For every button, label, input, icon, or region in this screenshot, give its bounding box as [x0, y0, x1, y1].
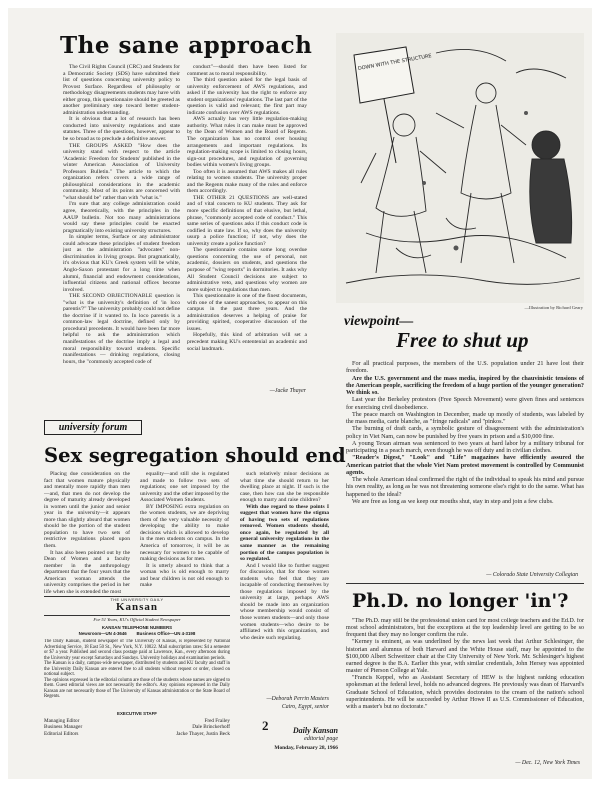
forum-paragraph: equality—and still she is regulated and made to follow two sets of regulations; one set imposed by the university and the other imposed by the Associated Women Students.: [140, 471, 229, 504]
sane-paragraph: The third question asked for the legal basis of university enforcement of AWS regulations, and asked if the university has the right to enforce any student organizations' regulations. The last part of the question is valid and relevant; the first part may indicate confusion over AWS regulations.: [187, 77, 307, 116]
page-number: 2: [262, 718, 269, 733]
masthead-top-line: THE UNIVERSITY DAILY: [110, 598, 164, 602]
shutup-paragraph: Are the U.S. government and the mass media, inspired by the chauvinistic tensions of the American people, sacrificing the freedom of a huge portion of the younger generation? We think so.: [346, 374, 584, 396]
forum-paragraph: With due regard to these points I suggest that women have the stigma of having two sets of regulations removed. Women students should, once again, be regulated by all general university regulations in the same manner as the remaining portion of the campus population is so regulated.: [240, 503, 329, 563]
illustration-credit: —Illustration by Richard Geary: [524, 305, 583, 310]
sane-paragraph: THE GROUPS ASKED "How does the university stand with respect to the article 'Academic Freedom for Students' published in the winter American Association of University Professors Bulletin." The article to which the organization refers covers a wide range of philosophical considerations in the academic community. Most of its points are concerned with "what should be" rather than with "what is.": [63, 142, 180, 201]
shutup-paragraph: Last year the Berkeley protestors (Free Speech Movement) were given fines and sentences for exercising civil disobedience.: [346, 396, 584, 411]
sane-column-2: [187, 64, 307, 386]
protest-drawing: [336, 33, 584, 303]
shutup-paragraph: "Reader's Digest," "Look" and "Life" magazines have efficiently assured the American patriot that the whole Viet Nam protest movement is controlled by Communist agents.: [346, 454, 584, 476]
forum-paragraph: It is utterly absurd to think that a woman who is old enough to marry and bear children is not old enough to make: [140, 562, 229, 589]
paper-name: Daily Kansan: [292, 726, 338, 735]
shutup-paragraph: The whole American ideal confirmed the right of the individual to speak his mind and pursue his own reality, as long as he was not threatening someone else's right to do the same. What has happened to the ideal?: [346, 476, 584, 498]
forum-paragraph: such relatively minor decisions as what time she should return to her dwelling place at night. If such is the case, then how can she be responsible enough to marry and raise children?: [240, 471, 329, 504]
fine-print-paragraph: The Kansan is a daily, campus-wide newspaper, distributed by students and KU faculty and staff in the University Daily Kansan are entered free to all students without request or order, closed on notional subject.: [44, 661, 230, 677]
sane-paragraph: conduct"—should then have been listed for comment as to moral responsibility.: [187, 64, 307, 77]
shutup-paragraph: The peace march on Washington in December, made up mostly of students, was labeled by the mass media, carte blanche, as "fringe radicals" and "pinkos.": [346, 410, 584, 425]
fine-print-paragraph: The opinions expressed in the editorial column are those of the students whose names are signed to them. Guest editorial views are not necessarily the editor's. Any opinions expressed in the Daily Kansan are not necessarily those of The University of Kansas administration or the State Board of Regents.: [44, 677, 230, 699]
staff-name: Dale Brinckerhoff: [192, 724, 230, 731]
fine-print-paragraph: The Daily Kansan, student newspaper of The University of Kansas, is represented by National Advertising Service, 18 East 50 St., New York, N.Y. 10022. Mail subscription rates: $4 a semester or $7 a year. Published and second class postage paid at Lawrence, Kan., every afternoon during the University year except Saturdays and Sundays. University holidays and examination periods.: [44, 639, 230, 661]
sane-paragraph: In simpler terms, Surface or any administrator could advocate these principles of student freedom just as the administration "advocates" non-discrimination in living groups. But pragmatically, it's obvious that KU's Greek system will be white, Anglo-Saxon protestant for a long time when alumni, financial and endowment considerations, influential citizens and national offices become involved.: [63, 234, 180, 293]
phd-signature: — Dec. 12, New York Times: [515, 760, 580, 766]
masthead-fine-print: [44, 639, 230, 709]
phone-numbers: Newsroom—UN 4-3646 Business Office—UN 4-3198: [78, 631, 196, 636]
staff-role: Managing Editor: [44, 718, 80, 724]
forum-paragraph: Placing due consideration on the fact that women mature physically and mentally more rapidly than men—and, that men do not develop the degree of maturity already developed in women until the junior and senior year in the university—it appears more than slightly absurd that women should be the portion of the student population to have two sets of restrictive regulations placed upon them.: [44, 471, 130, 550]
sane-paragraph: The questionnaire contains some long overdue questions concerning the use of personal, not academic, dossiers on students, and questions the purpose of "wing reports" in dormitories. It asks why All Student Council decisions are subject to administrative veto, and questions why women are more subject to regulations than men.: [187, 247, 307, 293]
staff-list: [44, 718, 230, 737]
page-section: editorial page: [304, 736, 338, 742]
shutup-paragraph: We are free as long as we keep our mouths shut, stay in step and join a few clubs.: [352, 497, 554, 505]
masthead-nameplate: [44, 596, 230, 616]
sign-text: DOWN WITH THE STRUCTURE: [357, 53, 433, 73]
staff-role: Editorial Editors: [44, 730, 79, 737]
editorial-page: [8, 8, 592, 779]
sane-paragraph: I'm sure that any college administration could agree, theoretically, with the principles in the AAUP bulletin. Not too many administrations would say these principles could be enacted pragmatically into existing university structures.: [63, 201, 180, 234]
sane-paragraph: THE SECOND OBJECTIONABLE question is "what is the university's definition of 'in loco parentis'?" The university probably could not define the doctrine if it wanted to. In loco parentis is a common-law legal doctrine, defined only by procedural precedents. It would have been far more helpful to ask the administration which manifestations of the doctrine imply a legal and moral responsibility toward students. Specific manifestations — drinking regulations, closing hours, the "commonly accepted code of: [63, 293, 180, 365]
masthead-motto: For 51 Years, KU's Official Student Newspaper: [93, 617, 181, 622]
sane-signature: —Jacke Thayer: [269, 388, 306, 394]
forum-paragraph: It has also been pointed out by the Dean of Women and a faculty member in the anthropology department that the four years that the American woman attends the university comprises the period in her life when she is extended the most: [44, 549, 130, 593]
sane-column-1: [63, 64, 180, 379]
forum-signature-name: —Deborah Perrin Masters: [266, 696, 329, 702]
sane-paragraph: It is obvious that a lot of research has been conducted into university regulations and state statutes. Three of the questions, however, appear to be so broad as to preclude a definitive answer.: [63, 116, 180, 143]
university-forum-label: university forum: [44, 420, 142, 435]
shutup-paragraph: A young Texan airman was sentenced to two years at hard labor by a military tribunal for participating in a peach march, even though he was off duty and in civilian clothes.: [346, 439, 584, 454]
phd-body: [346, 618, 584, 758]
sane-paragraph: Hopefully, this kind of arbitration will set a precedent making KU's ententenial an academic and social landmark.: [187, 332, 307, 352]
staff-header: EXECUTIVE STAFF: [117, 711, 157, 716]
sane-paragraph: The Civil Rights Council (CRC) and Students for a Democratic Society (SDS) have submitted their list of questions concerning university policy to Provost Surface. Regardless of philosophy or methodology disagreements students may have with either group, this questionnaire should be greeted as another preliminary step toward better student-administration understanding.: [63, 64, 180, 116]
staff-row: [44, 731, 230, 737]
protest-illustration: [336, 33, 584, 303]
forum-paragraph: And I would like to further suggest for discussion, that for those women students who feel that they are incapable of conducting themselves by those regulations imposed by the university at large, perhaps AWS should be made into an organization whose membership would consist of those women students—and only those women students—who desire to be affiliated with this organization, and who desire such regulating.: [240, 562, 329, 641]
staff-role: Business Manager: [44, 724, 83, 731]
phones-header: KANSAN TELEPHONE NUMBERS: [101, 625, 173, 630]
phd-paragraph: "The Ph.D. may still be the professional union card for most college teachers and the Ed.D. for most school administrators, but the exceptions at the top leadership level are getting to be so frequent that they may no longer confirm the rule.: [346, 618, 584, 639]
sane-paragraph: Too often it is assumed that AWS makes all rules relating to women students. The university proper and the Regents make many of the rules and enforce them accordingly.: [187, 168, 307, 195]
phd-paragraph: "Francis Keppel, who as Assistant Secretary of HEW is the highest ranking education spokesman at the federal level, holds no advanced degrees. He previously was dean of Harvard's Graduate School of Education, which provides doctorates to the cream of the nation's school superintendents. He will be succeeded by Arthur Howe II as U.S. Commissioner of Education, with a master's but no doctorate.": [346, 675, 584, 710]
shutup-signature: — Colorado State University Collegian: [486, 572, 578, 578]
phd-headline: Ph.D. no longer 'in'?: [352, 590, 569, 612]
staff-name: Jacke Thayer, Justin Beck: [176, 730, 230, 737]
sane-paragraph: AWS actually has very little regulation-making authority. What rules it can make must be approved by the Dean of Women and the Board of Regents. The organization has no control over housing arrangements and important regulations. Its regulation-making scope is limited to closing hours, sign-out procedures, and regulation of governing bodies within women's living groups.: [187, 116, 307, 169]
phd-paragraph: "Kerney is eminent, as was underlined by the news last week that Arthur Schlesinger, the historian and alumnus of both Harvard and the White House staff, may be appointed to the $100,000 Albert Schweitzer chair at the City University of New York. Mr. Schlesinger's highest earned degree is the B.A. Earlier this year, with similar credentials, John Hersey was appointed master of Pierson College at Yale.: [346, 639, 584, 675]
forum-signature-place: Cairo, Egypt, senior: [281, 704, 329, 710]
shutup-paragraph: For all practical purposes, the members of the U.S. population under 21 have lost their freedom.: [346, 360, 584, 375]
staff-name: Fred Frailey: [204, 718, 230, 724]
issue-date: Monday, February 28, 1966: [274, 745, 338, 751]
forum-column-1: [44, 471, 130, 593]
section-divider: [346, 583, 584, 584]
forum-headline: Sex segregation should end: [44, 444, 346, 467]
sane-headline: The sane approach: [60, 32, 313, 59]
sane-paragraph: This questionnaire is one of the finest documents, with one of the sanest approaches, to appear on this campus in the past three years. And the administration deserves a helping of praise for providing spirited, cooperative discussion of the issues.: [187, 293, 307, 332]
masthead-title: Kansan: [115, 601, 159, 613]
viewpoint-kicker: viewpoint—: [344, 314, 414, 329]
shutup-body: [346, 360, 584, 570]
forum-paragraph: BY IMPOSING extra regulation on the women students, we are depriving them of the very valuable necessity of developing the ability to make decisions which is allowed to develop in the men students on campus. In the America of tomorrow, it will be as necessary for women to be capable of making decisions as for men.: [140, 503, 229, 563]
sane-paragraph: THE OTHER 21 QUESTIONS are well-stated and of vital concern to KU students. They ask for more specific definitions of that elusive, but lethal, phrase, "commonly accepted code of conduct." This same series of questions asks if this conduct code is codified in state law. If so, why does the university usurp a police function; if not, why does the university create a police function?: [187, 194, 307, 247]
shutup-paragraph: The burning of draft cards, a symbolic gesture of disagreement with the administration's policy in Viet Nam, can now be punished by five years in prison and a $10,000 fine.: [346, 425, 584, 440]
shutup-headline: Free to shut up: [396, 328, 529, 352]
forum-column-3: [240, 471, 329, 691]
